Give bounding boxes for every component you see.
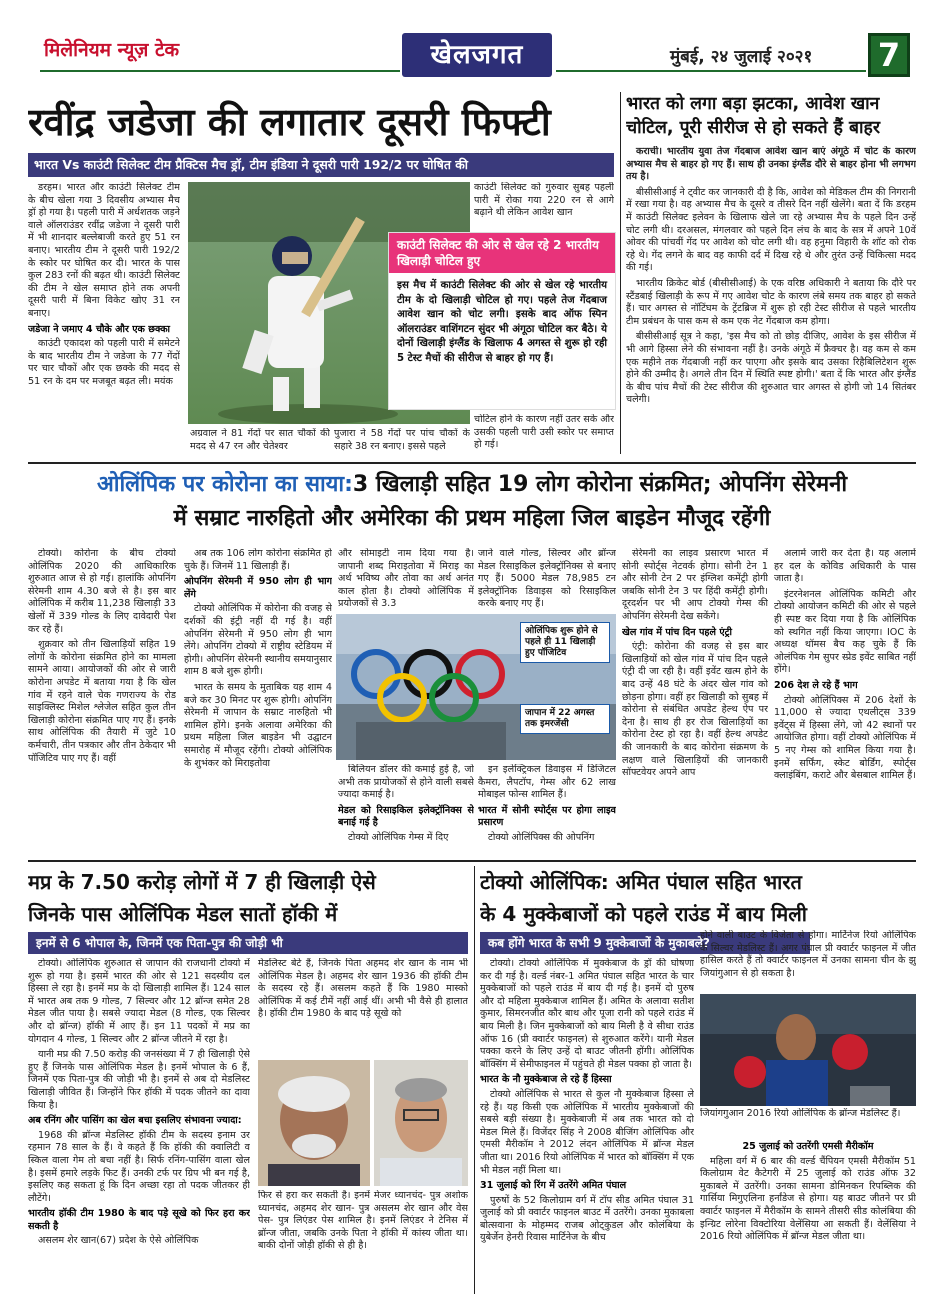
story3-col2-para2: टोक्यो ओलिंपिक में कोरोना की वजह से दर्शकों की इंट्री नहीं दी गई है। वहीं ओपनिंग सेरेमनी में 950 लोग ही भाग लेंगे। ओपनिंग टोक्यो में राष्ट्रीय स्टेडियम में होगी। ओपनिंग सेरेमनी स्थानीय समयानुसार शाम 8 बजे शुरू होगी। (184, 603, 332, 678)
story2-body (626, 146, 916, 456)
story4-col1-subhead2: भारतीय हॉकी टीम 1980 के बाद पड़े सूखे को फिर हरा कर सकती है (28, 1208, 250, 1232)
story3-col4-bottom (478, 764, 616, 856)
story2-para4: बीसीसीआई सूत्र ने कहा, 'इस मैच को तो छोड़ दीजिए, आवेश के इस सीरीज में भी आगे हिस्सा लेने की संभावना नहीं है। उनके अंगूठे में फ्रैक्चर है। वह कम से कम एक महीने तक गेंदबाजी नहीं कर पाएगा और इसके बाद उसका रिहैबिलिटेशन शुरू होने की उम्मीद है। अगले तीन दिन में स्थिति स्पष्ट होगी।' बता दें कि भारत और इंग्लैंड के बीच पांच मैचों की टेस्ट सीरीज की शुरुआत चार अगस्त से होगी जो 14 सितंबर चलेगी। (626, 331, 916, 406)
masthead (0, 0, 945, 86)
story4-col1-para2: यानी मप्र की 7.50 करोड़ की जनसंख्या में 7 ही खिलाड़ी ऐसे हुए हैं जिनके पास ओलिंपिक मेडल है। इनमें भोपाल के 6 हैं, जिनमें एक पिता-पुत्र की जोड़ी भी है। इनमें से अब दो मेडलिस्ट खिलाड़ी जीवित हैं। जिन्होंने फिर हॉकी में पदक जीतने का दावा किया है। (28, 1049, 250, 1111)
story4-headline-line2: जिनके पास ओलिंपिक मेडल सातों हॉकी में (28, 902, 338, 926)
story3-photo-olympic-rings (336, 614, 616, 760)
story5-col1-para2: टोक्यो ओलिंपिक से भारत से कुल नौ मुक्केबाज हिस्सा ले रहे हैं। यह किसी एक ओलिंपिक में भारतीय मुक्केबाजों की सबसे बड़ी संख्या है। मुक्केबाजी में अब तक भारत को दो मेडल मिले हैं। विजेंदर सिंह ने 2008 बीजिंग ओलिंपिक और एमसी मैरीकॉम ने 2012 लंदन ओलिंपिक में ब्रॉन्ज मेडल जीता था। 2016 रियो ओलिंपिक में भारत को बॉक्सिंग में एक भी मेडल नहीं मिला था। (480, 1088, 694, 1176)
story5-col1 (480, 958, 694, 1294)
story2-headline-line2: चोटिल, पूरी सीरीज से हो सकते हैं बाहर (626, 118, 880, 138)
section-rule-2 (28, 860, 916, 862)
story5-headline (480, 866, 916, 930)
story1-col3-bottom: चोटिल होने के कारण नहीं उतर सके और उसकी पहली पारी उसी स्कोर पर समाप्त हो गई। (474, 414, 614, 451)
story3-col3-subhead: मेडल को रिसाइकिल इलेक्ट्रॉनिक्स से बनाई गई है (338, 804, 474, 829)
story3-col5-para2: एंट्री: कोरोना की वजह से इस बार खिलाड़ियों को खेल गांव में पांच दिन पहले एंट्री दी जा रही है। वहीं इवेंट खत्म होने के बाद उन्हें 48 घंटे के अंदर खेल गांव को छोड़ना होगा। वहीं हर खिलाड़ी को सुबह में कोरोना से संबंधित अपडेट हेल्थ ऐप पर देना है। साथ ही हर रोज खिलाड़ियों का कोरोना टेस्ट हो रहा है। वहीं हेल्थ अपडेट की जानकारी के बाद कोरोना संक्रमण के लक्षण वाले खिलाड़ियों की जानकारी सॉफ्टवेयर अपने आप (622, 641, 768, 779)
section-rule-1 (28, 462, 916, 464)
story3-photo-badge-2: जापान में 22 अगस्त तक इमरजेंसी (520, 704, 610, 734)
story1-col3-top: काउंटी सिलेक्ट को गुरुवार सुबह पहली पारी में रोका गया 220 रन से आगे बढ़ाने थी लेकिन आवेश खान (474, 182, 614, 219)
story3-col6-para2: इंटरनेशनल ओलिंपिक कमिटी और टोक्यो आयोजन कमिटी की ओर से पहले ही स्पष्ट कर दिया गया है कि ओलिंपिक को स्थगित नहीं किया जाएगा। IOC के अध्यक्ष थॉमस बैच कह चुके हैं कि ओलंपिक गेम सुपर स्प्रेड इवेंट साबित नहीं होंगे। (774, 588, 916, 676)
story4-col1-para1: टोक्यो। ओलिंपिक शुरुआत से जापान की राजधानी टोक्यो में शुरू हो गया है। इसमें भारत की ओर से 121 सदस्यीय दल हिस्सा ले रहा है। इनमें मप्र के दो खिलाड़ी शामिल हैं। 124 साल में भारत अब तक 9 गोल्ड, 7 सिल्वर और 12 ब्रॉन्ज समेत 28 मेडल जीत पाया है। सबसे ज्यादा मेडल (8 गोल्ड, एक सिल्वर और दो ब्रॉन्ज) हॉकी में आए हैं। इन 11 पदकों में मप्र का योगदान 4 गोल्ड, 1 सिल्वर और 2 ब्रॉन्ज जीतने में रहा है। (28, 958, 250, 1045)
masthead-paper-name: मिलेनियम न्यूज़ टेक (44, 39, 180, 61)
story3-col1-para2: शुक्रवार को तीन खिलाड़ियों सहित 19 लोगों के कोरोना संक्रमित होने का मामला सामने आया। आयोजकों की ओर से जारी कोरोना अपडेट में बताया गया है कि खेल गांव में रहने वाले चेक गणराज्य के रोड साइक्लिस्ट मिशेल श्लेजेल सहित कुल तीन खिलाड़ी कोरोना संक्रमित पाए गए हैं। इनके साथ ओलिंपिक की तैयारी में जुटे 10 कर्मचारी, तीन पत्रकार और तीन ठेकेदार भी पॉजिटिव पाए गए हैं। वहीं (28, 639, 176, 764)
story4-photo-right-portrait (374, 1060, 468, 1186)
story2-para1: कराची। भारतीय युवा तेज गेंदबाज आवेश खान बाएं अंगूठे में चोट के कारण अभ्यास मैच से बाहर हो गए हैं। साथ ही उनका इंग्लैंड दौरे से बाहर होना भी लगभग तय है। (626, 146, 916, 183)
story3-col2-para1: अब तक 106 लोग कोरोना संक्रमित हो चुके हैं। जिनमें 11 खिलाड़ी हैं। (184, 548, 332, 572)
story3-col4-top: जाने वाले गोल्ड, सिल्वर और ब्रॉन्ज मेडल रिसाइकिल इलेक्ट्रॉनिक्स से बनाए गए हैं। 5000 मेडल 78,985 टन इलेक्ट्रॉनिक डिवाइस को रिसाइकिल करके बनाए गए हैं। (478, 548, 616, 610)
story3-headline-red: ओलिंपिक पर कोरोना का साया: (96, 472, 353, 497)
story1-headline: रवींद्र जडेजा की लगातार दूसरी फिफ्टी (28, 100, 551, 144)
story5-col1-para1: टोक्यो। टोक्यो ओलिंपिक में मुक्केबाज के ड्रॉ की घोषणा कर दी गई है। वर्ल्ड नंबर-1 अमित पंघाल सहित भारत के चार मुक्केबाजों को पहले राउंड में बाय दी गई है। इनमें दो पुरुष और दो महिला मुक्केबाज शामिल हैं। अमित के अलावा सतीश कुमार, सिमरनजीत कौर बाथ और पूजा रानी को पहले राउंड में बाय मिली है। जिन मुक्केबाजों को बाय मिली है वे सीधा राउंड ऑफ 16 (प्री क्वार्टर फाइनल) से शुरुआत करेंगे। यानी मेडल पक्का करने के लिए उन्हें दो बाउट जीतनी होंगी। ओलिंपिक बॉक्सिंग में सेमीफाइनल में पहुंचते ही मेडल पक्का हो जाता है। (480, 958, 694, 1070)
story3-col6 (774, 548, 916, 854)
story4-headline-line1: मप्र के 7.50 करोड़ लोगों में 7 ही खिलाड़ी ऐसे (28, 870, 376, 894)
story3-col4-bottom-para2: टोक्यो ओलिंपिक्स की ओपनिंग (488, 831, 595, 843)
story1-col1-para1: डरहम। भारत और काउंटी सिलेक्ट टीम के बीच खेला गया 3 दिवसीय अभ्यास मैच ड्रॉ हो गया है। पहली पारी में अर्धशतक जड़ने वाले ऑलराउंडर रवींद्र जडेजा ने दूसरी पारी में भी शानदार बल्लेबाजी करते हुए 51 रन बनाए। भारतीय टीम ने दूसरी पारी 192/2 के स्कोर पर घोषित कर दी। भारत के पास कुल 283 रनों की बढ़त थी। काउंटी सिलेक्ट की टीम ने खेल समाप्त होने तक अपनी दूसरी पारी में बिना विकेट खोए 31 रन बनाए। (28, 182, 180, 319)
story1-injury-box-text: इस मैच में काउंटी सिलेक्ट की ओर से खेल रहे भारतीय टीम के दो खिलाड़ी चोटिल हो गए। पहले तेज गेंदबाज आवेश खान को चोट लगी। इसके बाद ऑफ स्पिन ऑलराउंडर वाशिंगटन सुंदर भी अंगूठा चोटिल कर बैठे। ये दोनों खिलाड़ी इंग्लैंड के खिलाफ 4 अगस्त से शुरू हो रही 5 टेस्ट मैचों की सीरीज से बाहर हो गए हैं। (397, 280, 607, 364)
story5-headline-line1: टोक्यो ओलिंपिक: अमित पंघाल सहित भारत (480, 870, 802, 894)
story5-col2-bottom (700, 1138, 916, 1294)
story3-col4-bottom-para1: इन इलेक्ट्रिकल डिवाइस में डिजिटल कैमरा, लैपटॉप, गेम्स और 62 लाख मोबाइल फोन्स शामिल हैं। (478, 764, 616, 801)
story4-subhead: इनमें से 6 भोपाल के, जिनमें एक पिता-पुत्र की जोड़ी भी (28, 932, 468, 954)
page-number: 7 (877, 36, 901, 74)
story3-headline-line2: में सम्राट नारुहितो और अमेरिका की प्रथम महिला जिल बाइडेन मौजूद रहेंगी (173, 506, 771, 531)
story4-col2-top: मेडलिस्ट बेटे हैं, जिनके पिता अहमद शेर खान के नाम भी ओलिंपिक मेडल है। अहमद शेर खान 1936 की हॉकी टीम के सदस्य रहे हैं। असलम कहते हैं कि 1980 मास्को ओलिंपिक में कई टीमें नहीं आई थीं। अभी भी वैसे ही हालात है। हॉकी टीम 1980 के बाद पड़े सूखे को (258, 958, 468, 1020)
story3-col2-subhead: ओपनिंग सेरेमनी में 950 लोग ही भाग लेंगे (184, 576, 332, 600)
story3-headline-line1 (28, 468, 916, 502)
story3-col1 (28, 548, 176, 854)
story3-col5-para1: सेरेमनी का लाइव प्रसारण भारत में सोनी स्पोर्ट्स नेटवर्क होगा। सोनी टेन 1 और सोनी टेन 2 पर इंग्लिश कमेंट्री होगी जबकि सोनी टेन 3 पर हिंदी कमेंट्री होगी। दूरदर्शन पर भी आप टोक्यो गेम्स की ओपनिंग सेरेमनी देख सकेंगे। (622, 548, 768, 622)
section-banner (402, 33, 552, 77)
story3-headline-line1-rest: 3 खिलाड़ी सहित 19 लोग कोरोना संक्रमित; ओपनिंग सेरेमनी (352, 472, 848, 497)
page-number-box (868, 33, 910, 77)
story3-headline (28, 468, 916, 536)
story5-col1-subhead1: भारत के नौ मुक्केबाज ले रहे हैं हिस्सा (480, 1074, 612, 1086)
story5-col2-subhead: 25 जुलाई को उतरेंगी एमसी मैरीकॉम (742, 1141, 874, 1152)
story4-col1 (28, 958, 250, 1294)
story3-col6-subhead: 206 देश ले रहे हैं भाग (774, 679, 858, 691)
story3-col6-para3: टोक्यो ओलिंपिक्स में 206 देशों के 11,000 से ज्यादा एथलीट्स 339 इवेंट्स में हिस्सा लेंगे, जो 42 स्थानों पर आयोजित होगा। वहीं टोक्यो ओलिंपिक में 5 नए गेम्स को शामिल किया गया है।इनमें सर्फिंग, स्केट बोर्डिंग, स्पोर्ट्स क्लाइंबिंग, कराटे और बेसबाल शामिल हैं। (774, 694, 916, 782)
story5-subhead: कब होंगे भारत के सभी 9 मुक्केबाजों के मुकाबले? (480, 932, 810, 954)
story3-col1-para1: टोक्यो। कोरोना के बीच टोक्यो ओलिंपिक 2020 की आधिकारिक शुरुआत आज से हो गई। हालांकि ओपनिंग सेरेमनी शाम 4.30 बजे से है। इस बार ओलिंपिक में करीब 11,238 खिलाड़ी 33 खेलों में 339 गोल्ड के लिए दावेदारी पेश कर रहे हैं। (28, 548, 176, 635)
story3-col2 (184, 548, 332, 854)
story3-col5-subhead: खेल गांव में पांच दिन पहले एंट्री (622, 626, 732, 638)
story5-col2-para: महिला वर्ग में 6 बार की वर्ल्ड चैंपियन एमसी मैरीकॉम 51 किलोग्राम वेट कैटेगरी में 25 जुलाई को राउंड ऑफ 32 मुकाबले में उतरेंगी। उनका सामना डोमिनकन रिपब्लिक की गार्सिया मिगुएलिना हर्नांडेज से होगा। यह बाउट जीतने पर प्री क्वार्टर फाइनल में मैरीकॉम के सामने तीसरी सीड कोलंबिया की इन्ग्रिट लोरेना विक्टोरिया वेलेंसिया आ सकती हैं। वेलेंसिया ने 2016 रियो ओलिंपिक में ब्रॉन्ज मेडल जीता था। (700, 1155, 916, 1243)
story3-col3-bottom (338, 764, 474, 856)
story1-col1-subhead: जडेजा ने जमाए 4 चौके और एक छक्का (28, 323, 171, 335)
masthead-rule-right (556, 70, 866, 72)
story1-right-divider (620, 92, 621, 454)
story3-col3-top: और सोमाइटी नाम दिया गया है। जापानी शब्द मिराइतोवा में मिराइ का अर्थ भविष्य और तोवा का अर्थ अनंत काल होता है। टोक्यो ओलिंपिक में प्रयोजकों से 3.3 (338, 548, 474, 610)
story2-para2: बीसीसीआई ने ट्वीट कर जानकारी दी है कि, आवेश को मेडिकल टीम की निगरानी में रखा गया है। वह अभ्यास मैच के दूसरे व तीसरे दिन नहीं खेलेंगे। बता दें कि डरहम में काउंटी सिलेक्ट इलेवन के खिलाफ खेले जा रहे अभ्यास मैच के पहले दिन उन्हें चोट लगी थी। दरअसल, मंगलवार को पहले दिन लंच के बाद के सत्र में अपने 10वें ओवर की पांचवीं गेंद पर आवेश को चोट लगी थी। वह हनुमा विहारी के शॉट को रोक रहे थे। गेंद लगने के बाद वह काफी दर्द में दिख रहे थे और तुरंत उन्हें चिकित्सा मदद की गई। (626, 186, 916, 274)
story5-col2-top: होने वाली बाउट के विजेता से होगा। मार्टिनेज रियो ओलिंपिक के सिल्वर मेडलिस्ट हैं। अगर पंघाल प्री क्वार्टर फाइनल में जीत हासिल करते हैं तो क्वार्टर फाइनल में उनका सामना चीन के झु जियांगुआन से हो सकता है। (700, 930, 916, 979)
masthead-rule-left (40, 70, 400, 72)
story3-photo-badge-1: ओलिंपिक शुरू होने से पहले ही 11 खिलाड़ी हुए पॉजिटिव (520, 622, 610, 663)
story1-col1-para2: काउंटी एकादश को पहली पारी में समेटने के बाद भारतीय टीम ने जडेजा के 77 गेंदों पर चार चौकों और एक छक्के की मदद से 51 रन के दम पर मजबूत बढ़त ली। मयंक (28, 338, 180, 387)
story4-col1-para3: 1968 की ब्रॉन्ज मेडलिस्ट हॉकी टीम के सदस्य इनाम उर रहमान 78 साल के हैं। वे कहते हैं कि हॉकी की क्वालिटी व स्किल वाला गेम तो बचा नहीं है। सिर्फ रनिंग-पासिंग वाला खेल है। इसमें हमारे लड़के फिट हैं। उनकी टर्फ पर ग्रिप भी बन गई है, इसलिए कह सकता हूं कि दिन अच्छा रहा तो पदक जीतकर ही लौटेंगे। (28, 1129, 250, 1204)
story1-subhead: भारत Vs काउंटी सिलेक्ट टीम प्रैक्टिस मैच ड्रॉ, टीम इंडिया ने दूसरी पारी 192/2 पर घोषित की (28, 153, 614, 177)
story5-col1-para3: पुरुषों के 52 किलोग्राम वर्ग में टॉप सीड अमित पंघाल 31 जुलाई को प्री क्वार्टर फाइनल बाउट में उतरेंगे। उनका मुकाबला बोत्सवाना के मोहम्मद राजब ओट्कुडल और कोलंबिया के युबेर्जेन हेनरी रिवास मार्टिनेज के बीच (480, 1194, 694, 1244)
story2-headline (626, 92, 916, 140)
story3-col4-subhead: भारत में सोनी स्पोर्ट्स पर होगा लाइव प्रसारण (478, 804, 616, 829)
story1-photo-caption-left: अग्रवाल ने 81 गेंदों पर सात चौकों की मदद से 47 रन और चेतेश्वर (190, 428, 330, 452)
story3-col3-bottom-para2: टोक्यो ओलिंपिक गेम्स में दिए (348, 831, 449, 843)
section-title: खेलजगत (430, 40, 524, 70)
story1-photo-caption-right: पुजारा ने 58 गेंदों पर पांच चौकों के सहारे 38 रन बनाए। इससे पहले (334, 428, 470, 452)
story5-col1-subhead2: 31 जुलाई को रिंग में उतरेंगे अमित पंघाल (480, 1180, 627, 1192)
story2-headline-line1: भारत को लगा बड़ा झटका, आवेश खान (626, 94, 880, 114)
story5-headline-line2: के 4 मुक्केबाजों को पहले राउंड में बाय मिली (480, 902, 807, 926)
story5-photo-boxer (700, 994, 916, 1106)
story4-photo-left-portrait (258, 1060, 370, 1186)
story3-col2-para3: भारत के समय के मुताबिक यह शाम 4 बजे कर 30 मिनट पर शुरू होगी। ओपनिंग सेरेमनी में जापान के सम्राट नारुहितो भी शामिल होंगे। इनके अलावा अमेरिका की प्रथम महिला जिल बाइडेन भी उद्घाटन समारोह में मौजूद रहेंगी। टोक्यो ओलिंपिक के शुभंकर को मिराइतोवा (184, 681, 332, 769)
story2-para3: भारतीय क्रिकेट बोर्ड (बीसीसीआई) के एक वरिष्ठ अधिकारी ने बताया कि दौरे पर स्टैंडबाई खिलाड़ी के रूप में गए आवेश चोट के कारण लंबे समय तक बाहर हो सकते हैं। चार अगस्त से नॉटिंघम के ट्रेंटब्रिज में शुरू हो रही टेस्ट सीरीज से पहले भारतीय टीम प्रबंधन के पास कम से कम एक नेट गेंदबाज कम होगा। (626, 277, 916, 327)
story1-injury-box-title: काउंटी सिलेक्ट की ओर से खेल रहे 2 भारतीय खिलाड़ी चोटिल हुए (389, 233, 615, 273)
story4-col1-para4: असलम शेर खान(67) प्रदेश के ऐसे ओलिंपिक (38, 1235, 199, 1247)
story4-col2-bottom: फिर से हरा कर सकती है। इनमें मेजर ध्यानचंद- पुत्र अशोक ध्यानचंद, अहमद शेर खान- पुत्र असलम शेर खान और वेस पेस- पुत्र लिएंडर पेस शामिल है। इनमें लिएंडर ने टेनिस में ब्रॉन्ज जीता, जबकि उनके पिता ने हॉकी में कांस्य जीता था। बाकी दोनों जोड़ी हॉकी से ही है। (258, 1190, 468, 1252)
story3-col5 (622, 548, 768, 854)
story3-col3-bottom-para1: बिलियन डॉलर की कमाई हुई है, जो अभी तक प्रायोजकों से होने वाली सबसे ज्यादा कमाई है। (338, 764, 474, 801)
dateline: मुंबई, २४ जुलाई २०२१ (670, 47, 813, 67)
story4-headline (28, 866, 468, 930)
story4-col1-subhead1: अब रनिंग और पासिंग का खेल बचा इसलिए संभावना ज्यादा: (28, 1115, 242, 1127)
story1-col1 (28, 182, 180, 454)
story5-photo-caption: जियांगगुआन 2016 रियो ओलिंपिक के ब्रॉन्ज मेडलिस्ट हैं। (700, 1108, 901, 1119)
bottom-center-divider (474, 866, 475, 1294)
story1-injury-box (388, 232, 616, 410)
story3-col6-para1: अलार्म जारी कर देता है। यह अलार्म हर दल के कोविड अधिकारी के पास जाता है। (774, 548, 916, 585)
